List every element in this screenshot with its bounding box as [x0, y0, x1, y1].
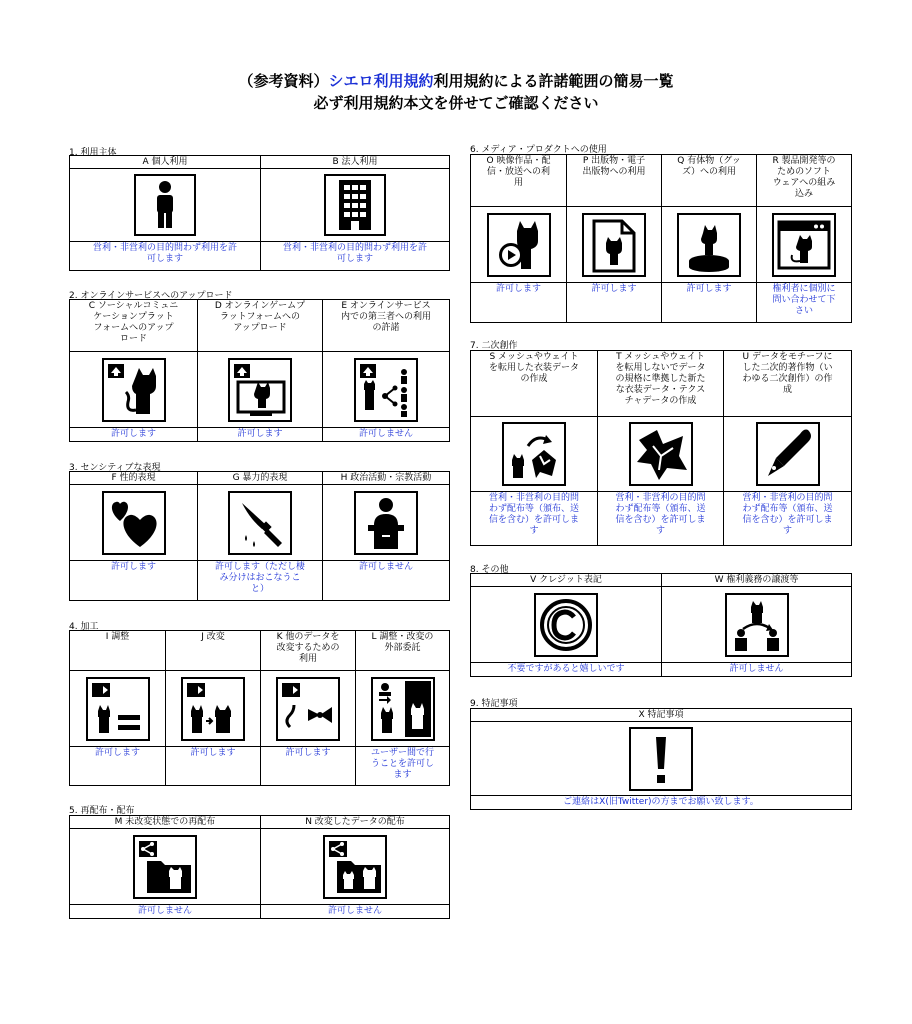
cell-header: S メッシュやウェイト を転用した衣装データ の作成	[471, 351, 597, 417]
cell-r	[756, 155, 851, 322]
figure-cat-icon	[677, 213, 741, 277]
adjust-icon	[86, 677, 150, 741]
cell-header: G 暴力的表現	[198, 472, 322, 485]
cell-note: 不要ですがあると嬉しいです	[507, 664, 625, 674]
cell-x	[471, 709, 851, 809]
cell-note: 営利・非営利の目的問 わず配布等（頒布、送 信を含む）を許可しま す	[742, 493, 833, 536]
section-title: 4. 加工	[69, 622, 99, 632]
cell-q	[661, 155, 756, 322]
cell-header: O 映像作品・配 信・放送への利 用	[471, 155, 566, 207]
cell-header: P 出版物・電子 出版物への利用	[567, 155, 661, 207]
cell-header: A 個人利用	[70, 156, 260, 169]
cell-w	[661, 574, 851, 676]
cell-u	[723, 351, 851, 545]
title-prefix: （参考資料）	[238, 72, 329, 90]
cell-v	[471, 574, 661, 676]
cell-d	[197, 300, 322, 441]
cell-header: Q 有体物（グッ ズ）への利用	[662, 155, 756, 207]
cell-g	[197, 472, 322, 600]
contact-note[interactable]: ご連絡はX(旧Twitter)の方までお願い致します。	[563, 797, 759, 808]
cell-note: 営利・非営利の目的問わず利用を許 可します	[92, 243, 237, 264]
podium-icon	[354, 491, 418, 555]
section-other	[470, 562, 852, 678]
cell-note: 許可します	[495, 284, 541, 294]
title-suffix: 利用規約による許諾範囲の簡易一覧	[433, 72, 674, 90]
cell-header: J 改変	[166, 631, 260, 671]
cell-note: 営利・非営利の目的問わず利用を許 可します	[282, 243, 427, 264]
cell-header: I 調整	[70, 631, 165, 671]
cell-h	[322, 472, 449, 600]
cell-s	[471, 351, 597, 545]
cell-header: K 他のデータを 改変するための 利用	[261, 631, 355, 671]
cell-note: 許可しません	[358, 562, 413, 572]
cell-note: 権利者に個別に 問い合わせて下 さい	[772, 284, 836, 316]
cell-header: E オンラインサービス 内での第三者への利用 の許諾	[323, 300, 449, 352]
cell-header: U データをモチーフに した二次的著作物（い わゆる二次創作）の作 成	[724, 351, 851, 417]
share-folder-modified-icon	[323, 835, 387, 899]
cell-note: ユーザー間で行 うことを許可し ます	[370, 748, 434, 780]
page-title	[0, 70, 912, 91]
cell-p	[566, 155, 661, 322]
cell-m	[70, 816, 260, 918]
section-sensitive	[69, 460, 450, 602]
copyright-icon	[534, 593, 598, 657]
cell-note: 許可します	[237, 429, 283, 439]
cell-header: B 法人利用	[261, 156, 449, 169]
cell-note: 営利・非営利の目的問 わず配布等（頒布、送 信を含む）を許可しま す	[488, 493, 579, 536]
section-title: 3. センシティブな表現	[69, 463, 161, 473]
section-online-upload	[69, 288, 450, 443]
cell-n	[260, 816, 449, 918]
upload-cat-icon	[102, 358, 166, 422]
cell-header: V クレジット表記	[471, 574, 661, 587]
cell-o	[471, 155, 566, 322]
cell-header: C ソーシャルコミュニ ケーションプラット フォームへのアップ ロード	[70, 300, 197, 352]
cell-note: 許可します	[110, 562, 156, 572]
cell-note: 許可します	[591, 284, 637, 294]
section-redistribution	[69, 803, 450, 920]
cell-note: 許可しません	[137, 906, 192, 916]
hearts-icon	[102, 491, 166, 555]
section-title: 5. 再配布・配布	[69, 806, 135, 816]
cell-header: N 改変したデータの配布	[261, 816, 449, 829]
section-media	[470, 142, 852, 324]
section-title: 6. メディア・プロダクトへの使用	[470, 145, 607, 155]
cell-k	[260, 631, 355, 785]
page-subtitle: 必ず利用規約本文を併せてご確認ください	[313, 94, 599, 112]
cell-header: X 特記事項	[471, 709, 851, 722]
cell-e	[322, 300, 449, 441]
cell-note: 許可しません	[327, 906, 382, 916]
exclamation-icon	[629, 727, 693, 791]
cell-header: W 権利義務の譲渡等	[662, 574, 851, 587]
share-people-icon	[354, 358, 418, 422]
cell-t	[597, 351, 723, 545]
cell-header: M 未改変状態での再配布	[70, 816, 260, 829]
cell-note: 許可します	[110, 429, 156, 439]
section-title: 2. オンラインサービスへのアップロード	[69, 291, 233, 301]
cell-note: 許可します	[94, 748, 140, 758]
cell-c	[70, 300, 197, 441]
cell-header: H 政治活動・宗教活動	[323, 472, 449, 485]
cell-note: 許可します（ただし棲 み分けはおこなうこ と）	[214, 562, 305, 594]
section-usage-subject	[69, 145, 450, 273]
cell-header: L 調整・改変の 外部委託	[356, 631, 449, 671]
cell-l	[355, 631, 449, 785]
outsource-icon	[371, 677, 435, 741]
cell-note: 許可します	[686, 284, 732, 294]
cell-header: R 製品開発等の ためのソフト ウェアへの組み 込み	[757, 155, 851, 207]
transfer-people-icon	[725, 593, 789, 657]
software-window-icon	[772, 213, 836, 277]
cell-f	[70, 472, 197, 600]
building-icon	[324, 174, 386, 236]
section-title: 7. 二次創作	[470, 341, 518, 351]
section-derivative	[470, 338, 852, 547]
cloth-icon	[629, 422, 693, 486]
person-icon	[134, 174, 196, 236]
knife-icon	[228, 491, 292, 555]
document-cat-icon	[582, 213, 646, 277]
share-folder-icon	[133, 835, 197, 899]
cloth-transfer-icon	[502, 422, 566, 486]
cell-i	[70, 631, 165, 785]
section-special-notes	[470, 696, 852, 811]
terms-link[interactable]: シエロ利用規約	[328, 72, 434, 90]
cell-note: 許可しません	[729, 664, 784, 674]
cell-note: 許可しません	[358, 429, 413, 439]
pen-nib-icon	[756, 422, 820, 486]
cell-b	[260, 156, 449, 270]
cell-j	[165, 631, 260, 785]
cell-header: D オンラインゲームプ ラットフォームへの アップロード	[198, 300, 322, 352]
cell-note: 許可します	[285, 748, 331, 758]
cell-header: F 性的表現	[70, 472, 197, 485]
modify-icon	[181, 677, 245, 741]
section-title: 8. その他	[470, 565, 509, 575]
section-title: 1. 利用主体	[69, 148, 117, 158]
cell-header: T メッシュやウェイト を転用しないでデータ の規格に準拠した新た な衣装データ・テクス チャデータの作成	[598, 351, 723, 417]
cell-note: 許可します	[190, 748, 236, 758]
cell-note: 営利・非営利の目的問 わず配布等（頒布、送 信を含む）を許可しま す	[615, 493, 706, 536]
cell-a	[70, 156, 260, 270]
reuse-icon	[276, 677, 340, 741]
upload-monitor-cat-icon	[228, 358, 292, 422]
section-processing	[69, 619, 450, 787]
section-title: 9. 特記事項	[470, 699, 518, 709]
video-cat-icon	[487, 213, 551, 277]
